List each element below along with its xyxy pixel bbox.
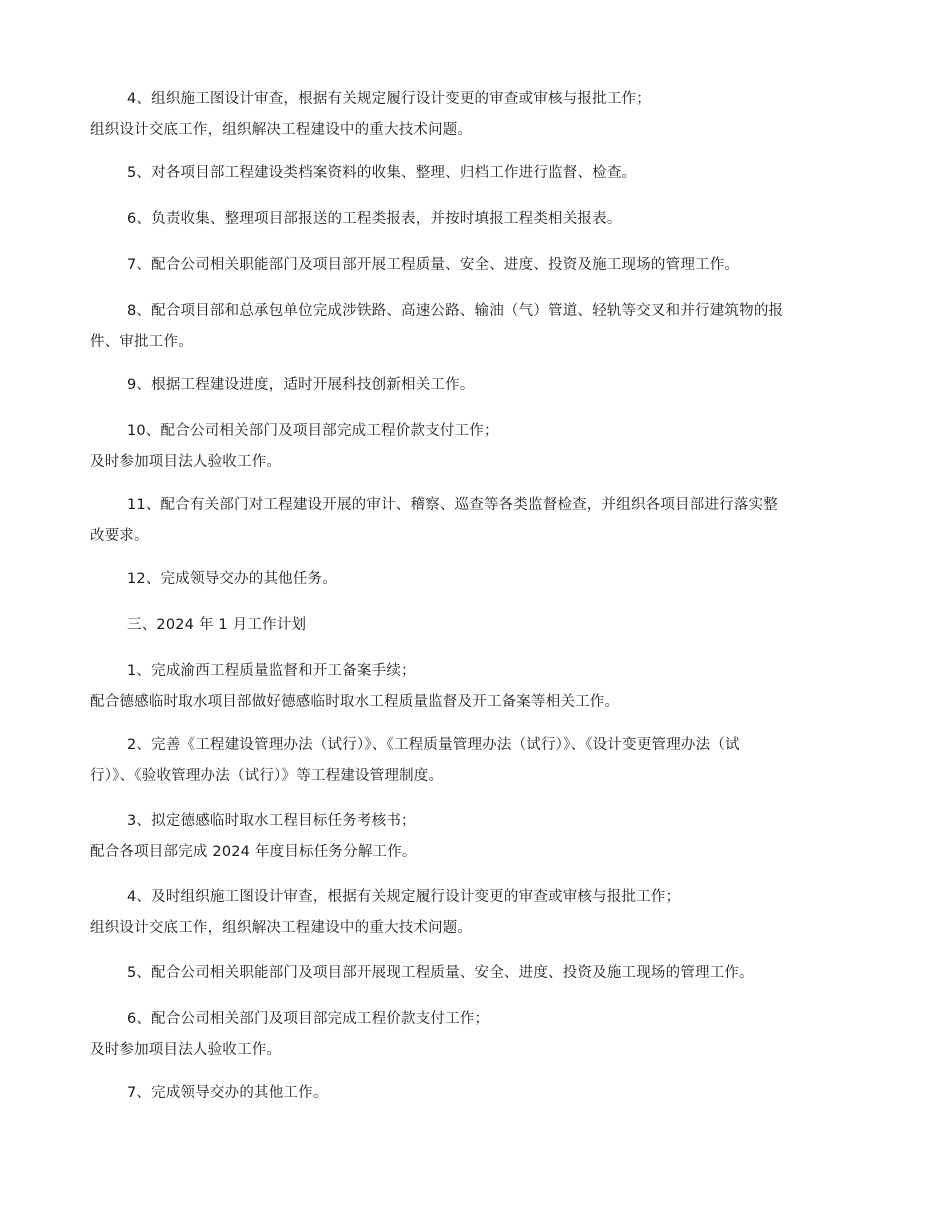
paragraph-item-6-reports	[90, 204, 860, 235]
paragraph-plan-1	[90, 656, 860, 718]
paragraph-item-8-crossings	[90, 296, 860, 358]
paragraph-line: 7、配合公司相关职能部门及项目部开展工程质量、安全、进度、投资及施工现场的管理工作。	[127, 257, 740, 273]
paragraph-plan-5	[90, 958, 860, 989]
paragraph-line: 6、负责收集、整理项目部报送的工程类报表，并按时填报工程类相关报表。	[127, 211, 622, 227]
paragraph-line: 5、对各项目部工程建设类档案资料的收集、整理、归档工作进行监督、检查。	[127, 165, 637, 181]
paragraph-line: 配合德感临时取水项目部做好德感临时取水工程质量监督及开工备案等相关工作。	[90, 694, 620, 710]
paragraph-line: 9、根据工程建设进度，适时开展科技创新相关工作。	[127, 377, 475, 393]
paragraph-line: 及时参加项目法人验收工作。	[90, 1042, 282, 1058]
section-heading	[90, 610, 860, 641]
paragraph-line: 7、完成领导交办的其他工作。	[127, 1085, 328, 1101]
paragraph-line: 6、配合公司相关部门及项目部完成工程价款支付工作；	[127, 1011, 490, 1027]
paragraph-item-5-archives	[90, 158, 860, 189]
paragraph-line: 4、及时组织施工图设计审查，根据有关规定履行设计变更的审查或审核与报批工作；	[127, 889, 681, 905]
paragraph-plan-7	[90, 1078, 860, 1109]
paragraph-line: 组织设计交底工作，组织解决工程建设中的重大技术问题。	[90, 122, 473, 138]
paragraph-line: 5、配合公司相关职能部门及项目部开展现工程质量、安全、进度、投资及施工现场的管理工作。	[127, 965, 754, 981]
paragraph-line: 1、完成渝西工程质量监督和开工备案手续；	[127, 663, 416, 679]
paragraph-line: 10、配合公司相关部门及项目部完成工程价款支付工作；	[127, 423, 499, 439]
paragraph-line: 改要求。	[90, 528, 149, 544]
paragraph-item-12-other-tasks	[90, 564, 860, 595]
paragraph-item-11-audit	[90, 490, 860, 552]
paragraph-line: 3、拟定德感临时取水工程目标任务考核书；	[127, 813, 416, 829]
paragraph-line: 12、完成领导交办的其他任务。	[127, 571, 337, 587]
paragraph-line: 件、审批工作。	[90, 334, 193, 350]
paragraph-line: 配合各项目部完成 2024 年度目标任务分解工作。	[90, 844, 417, 860]
paragraph-line: 11、配合有关部门对工程建设开展的审计、稽察、巡查等各类监督检查，并组织各项目部进行落实整	[127, 497, 778, 513]
paragraph-line: 行）》、《验收管理办法（试行）》等工程建设管理制度。	[90, 768, 444, 784]
paragraph-line: 2、完善《工程建设管理办法（试行）》、《工程质量管理办法（试行）》、《设计变更管理办法（试	[127, 737, 740, 753]
paragraph-line: 及时参加项目法人验收工作。	[90, 454, 282, 470]
paragraph-item-7-management	[90, 250, 860, 281]
paragraph-item-9-innovation	[90, 370, 860, 401]
paragraph-plan-6	[90, 1004, 860, 1066]
section-heading-text: 三、2024 年 1 月工作计划	[127, 617, 307, 633]
paragraph-line: 8、配合项目部和总承包单位完成涉铁路、高速公路、输油（气）管道、轻轨等交叉和并行建筑物的报	[127, 303, 784, 319]
paragraph-plan-2	[90, 730, 860, 792]
paragraph-item-4-review	[90, 84, 860, 146]
paragraph-line: 组织设计交底工作，组织解决工程建设中的重大技术问题。	[90, 920, 473, 936]
paragraph-line: 4、组织施工图设计审查，根据有关规定履行设计变更的审查或审核与报批工作；	[127, 91, 651, 107]
paragraph-item-10-payment	[90, 416, 860, 478]
paragraph-plan-3	[90, 806, 860, 868]
paragraph-plan-4	[90, 882, 860, 944]
